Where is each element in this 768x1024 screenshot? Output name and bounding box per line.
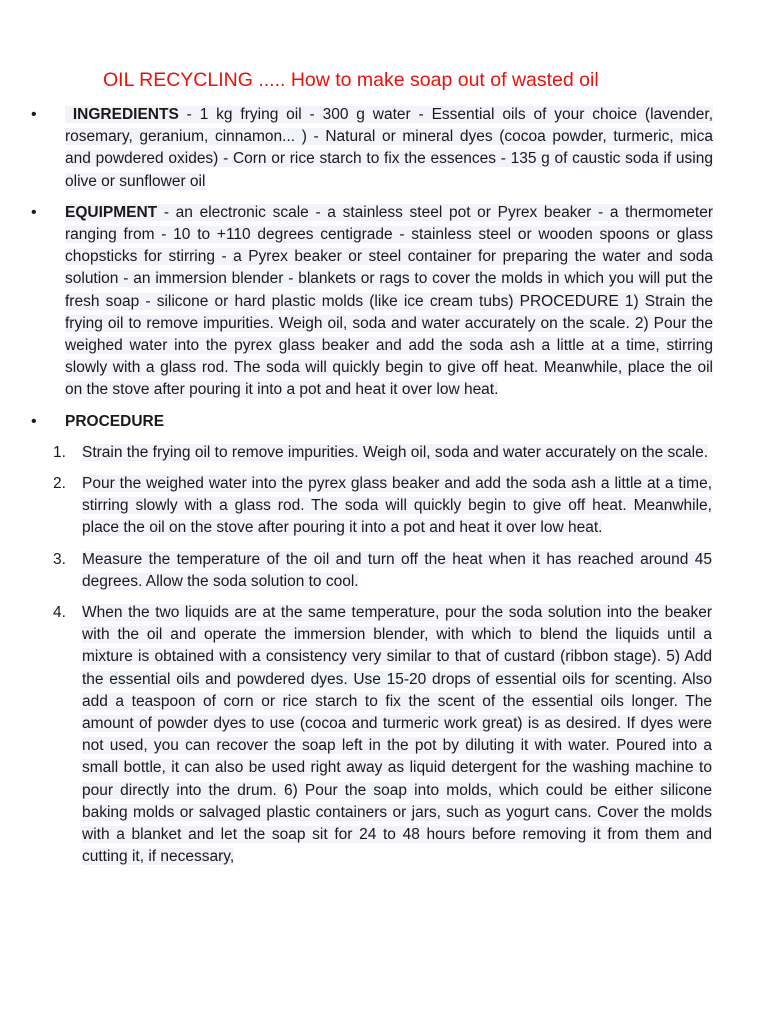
- ingredients-content: [65, 106, 713, 190]
- step-number: 3.: [53, 550, 66, 568]
- bullet-item-ingredients: [0, 104, 768, 193]
- step-text-content: When the two liquids are at the same temperature, pour the soda solution into the beaker with the oil and operate the immersion blender, with which to blend the liquids until a mixture is obtained with a consistency very similar to that of custard (ribbon stage). 5) Add the essential oils and powdered dyes. Use 15-20 drops of essential oils for scenting. Also add a teaspoon of corn or rice starch to fix the scent of the essential oils longer. The amount of powder dyes to use (cocoa and turmeric work great) is as desired. If dyes were not used, you can recover the soap left in the pot by diluting it with water. Poured into a small bottle, it can also be used right away as liquid detergent for the washing machine to pour directly into the drum. 6) Pour the soap into molds, which could be either silicone baking molds or salvaged plastic containers or jars, such as yogurt cans. Cover the molds with a blanket and let the soap sit for 24 to 48 hours before removing it from them and cutting it, if necessary,: [82, 604, 712, 866]
- bullet-marker: •: [31, 203, 37, 221]
- bullet-marker: •: [31, 106, 37, 123]
- bullet-list: [0, 104, 768, 878]
- equipment-content: [65, 204, 713, 399]
- step-text-content: Pour the weighed water into the pyrex glass beaker and add the soda ash a little at a time, stirring slowly with a glass rod. The soda will quickly begin to give off heat. Meanwhile, place the oil on the stove after pouring it into a pot and heat it over low heat.: [82, 475, 712, 537]
- procedure-heading: [65, 411, 713, 433]
- procedure-steps: [0, 442, 768, 869]
- equipment-paragraph: [65, 202, 713, 402]
- procedure-step: [0, 442, 768, 464]
- procedure-step: [0, 473, 768, 540]
- bullet-item-equipment: [0, 202, 768, 402]
- step-number: 1.: [53, 443, 66, 461]
- bullet-item-procedure: [0, 411, 768, 869]
- step-text: [82, 473, 712, 540]
- procedure-step: [0, 549, 768, 593]
- procedure-step: [0, 602, 768, 868]
- step-number: 4.: [53, 604, 66, 622]
- ingredients-label: INGREDIENTS: [72, 106, 179, 123]
- equipment-text: - an electronic scale - a stainless steel pot or Pyrex beaker - a thermometer ranging from - 10 to +110 degrees centigrade - stainless steel or wooden spoons or glass chopsticks for stirring - a Pyrex beaker or steel container for preparing the water and soda solution - an immersion blender - blankets or rags to cover the molds in which you will put the fresh soap - silicone or hard plastic molds (like ice cream tubs) PROCEDURE 1) Strain the frying oil to remove impurities. Weigh oil, soda and water accurately on the scale. 2) Pour the weighed water into the pyrex glass beaker and add the soda ash a little at a time, stirring slowly with a glass rod. The soda will quickly begin to give off heat. Meanwhile, place the oil on the stove after pouring it into a pot and heat it over low heat.: [65, 203, 713, 399]
- step-text: [82, 442, 712, 464]
- step-number: 2.: [53, 475, 66, 493]
- procedure-label: PROCEDURE: [65, 412, 165, 430]
- step-text-content: Measure the temperature of the oil and turn off the heat when it has reached around 45 degrees. Allow the soda solution to cool.: [82, 550, 712, 590]
- step-text: [82, 549, 712, 593]
- bullet-marker: •: [31, 412, 37, 430]
- ingredients-paragraph: [65, 104, 713, 193]
- equipment-label: EQUIPMENT: [65, 203, 158, 221]
- document-title: OIL RECYCLING ..... How to make soap out of wasted oil: [103, 69, 599, 91]
- step-text: [82, 602, 712, 868]
- step-text-content: Strain the frying oil to remove impurities. Weigh oil, soda and water accurately on the scale.: [82, 443, 709, 461]
- ingredients-text: - 1 kg frying oil - 300 g water - Essential oils of your choice (lavender, rosemary, geranium, cinnamon... ) - Natural or mineral dyes (cocoa powder, turmeric, mica and powdered oxides) - Corn or rice starch to fix the essences - 135 g of caustic soda if using olive or sunflower oil: [65, 106, 714, 190]
